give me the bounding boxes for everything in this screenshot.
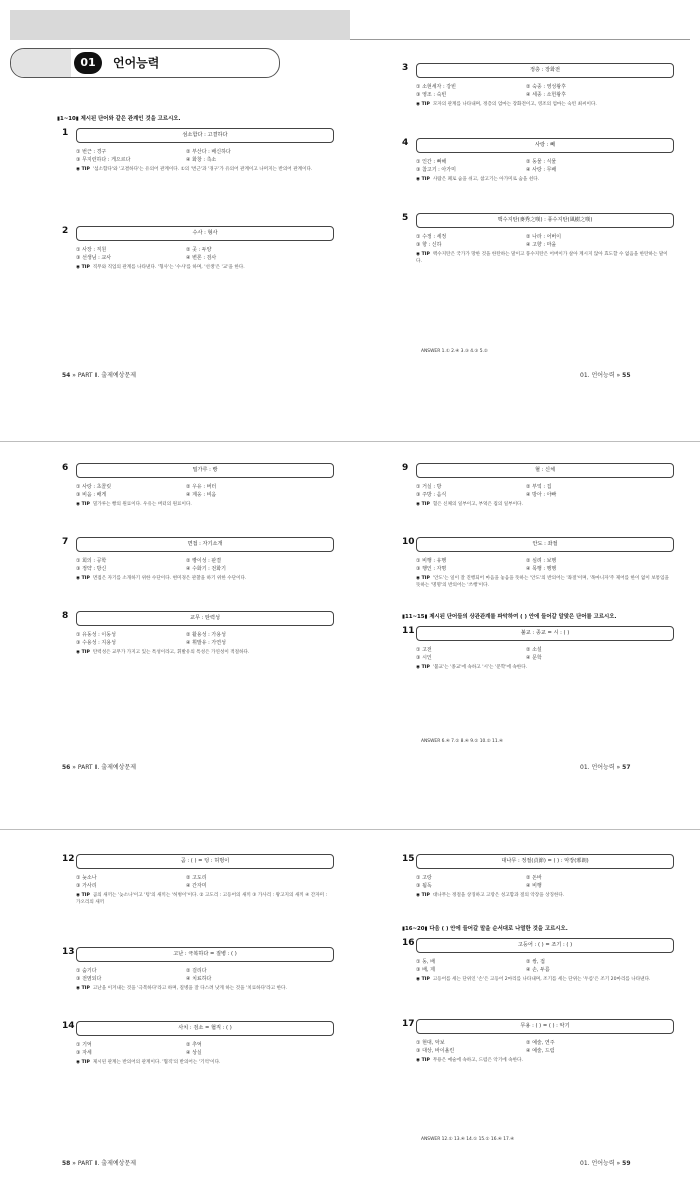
tip-text: 탄력성은 교무가 가지고 있는 특성이라고, 휘발유의 특성은 가연성이 적절하다.	[92, 650, 250, 655]
question-number: 6	[62, 463, 69, 473]
answer-option[interactable]: ② 부산다 : 배신하다	[186, 149, 231, 155]
tip-label: ◉ TIP	[76, 650, 90, 655]
answer-option[interactable]: ③ 시인	[416, 655, 432, 662]
section-title: 언어능력	[113, 56, 160, 70]
answer-option[interactable]: ④ 화창 : 측소	[186, 157, 217, 164]
answer-option[interactable]: ③ 정약 : 방신	[76, 566, 107, 573]
question-prompt-box: 맥수지탄(麥秀之嘆) : 풍수지탄(風樹之嘆)	[416, 213, 674, 228]
page-number: 59	[622, 1160, 631, 1167]
answer-option[interactable]: ① 번근 : 경구	[76, 149, 107, 155]
answer-option[interactable]: ② 부엌 : 집	[526, 484, 552, 490]
answer-option[interactable]: ③ 주방 : 음식	[416, 492, 447, 499]
answer-options	[76, 246, 332, 262]
question-prompt-box: 고등어 : ( ) = 조기 : ( )	[416, 938, 674, 953]
answer-option[interactable]: ① 소현세자 : 강빈	[416, 84, 456, 90]
tip-explanation	[416, 892, 672, 899]
question-prompt-box: 고난 : 극복하다 = 질병 : ( )	[76, 947, 334, 962]
answer-option[interactable]: ② 우유 : 버터	[186, 484, 217, 490]
question-prompt-box: 정층 : 장화전	[416, 63, 674, 78]
answer-key: ANSWER 6.④ 7.② 8.④ 9.② 10.② 11.④	[421, 739, 503, 744]
answer-option[interactable]: ③ 됨독	[416, 883, 432, 890]
answer-option[interactable]: ② 활용성 : 가용성	[186, 632, 226, 638]
answer-option[interactable]: ③ 행인 : 자명	[416, 566, 447, 573]
answer-option[interactable]: ② 숙종 : 영성왕후	[526, 84, 566, 90]
tip-text: 무용은 예술에 속하고, 드럼은 악기에 속한다.	[432, 1058, 523, 1063]
answer-key: ANSWER 12.① 13.④ 14.① 15.① 16.④ 17.④	[421, 1137, 515, 1142]
answer-options	[416, 1039, 672, 1055]
answer-options	[416, 958, 672, 974]
tip-label: ◉ TIP	[76, 265, 90, 270]
answer-option[interactable]: ③ 수용성 : 지용성	[76, 640, 116, 647]
answer-option[interactable]: ④ 수화기 : 전화기	[186, 566, 226, 573]
question-item	[62, 128, 332, 208]
question-prompt-box: 면접 : 자기소개	[76, 537, 334, 552]
question-number: 16	[402, 938, 415, 948]
tip-text: 고등어를 세는 단위인 '손'은 고등어 2마리를 나타내며, 조기를 세는 단위는 '두름'은 조기 20마리를 나타낸다.	[432, 977, 651, 982]
page-footer	[580, 370, 631, 379]
answer-options	[416, 233, 672, 249]
question-number: 7	[62, 537, 69, 547]
tip-text: '안도'는 일이 잘 진행되어 마음을 놓음을 뜻하는 '안도'의 반의어는 '좌절'이며, '목마니자'주 제어를 한이 없이 보통임을 뜻하는 '명명'의 반의어는 '쓰행'이다.	[416, 576, 669, 588]
page-number: 54	[62, 372, 71, 379]
answer-option[interactable]: ④ 방아 : 아빠	[526, 492, 557, 499]
question-number: 4	[402, 138, 409, 148]
header-gray-bar	[10, 10, 350, 40]
question-item	[402, 854, 672, 934]
question-prompt-box: 사랑 : 빼	[416, 138, 674, 153]
question-number: 17	[402, 1019, 415, 1029]
answer-option[interactable]: ④ 사랑 : 무배	[526, 167, 557, 174]
answer-option[interactable]: ④ 변론 : 검사	[186, 255, 217, 262]
question-item	[62, 226, 332, 306]
question-number: 8	[62, 611, 69, 621]
answer-option[interactable]: ② 걸리다	[186, 968, 207, 974]
tip-label: ◉ TIP	[76, 167, 90, 172]
question-number: 9	[402, 463, 409, 473]
question-prompt-box: 수사 : 형사	[76, 226, 334, 241]
page-footer	[62, 762, 136, 771]
page-number: 57	[622, 764, 631, 771]
question-number: 15	[402, 854, 415, 864]
answer-option[interactable]: ④ 목행 : 행행	[526, 566, 557, 573]
answer-option[interactable]: ① 고랑	[416, 875, 432, 881]
question-item	[402, 626, 672, 706]
question-prompt-box: 불교 : 종교 = 시 : ( )	[416, 626, 674, 641]
answer-option[interactable]: ② 고도리	[186, 875, 207, 881]
answer-key: ANSWER 1.① 2.④ 3.③ 4.③ 5.②	[421, 349, 488, 354]
tip-label: ◉ TIP	[416, 893, 430, 898]
answer-options	[76, 148, 332, 164]
answer-option[interactable]: ② 곳 : 두양	[186, 247, 212, 253]
question-prompt-box: 대나무 : 정절(貞節) = ( ) : 악장(邪朗)	[416, 854, 674, 869]
tip-label: ◉ TIP	[76, 893, 90, 898]
spread-separator	[0, 441, 700, 442]
tip-label: ◉ TIP	[416, 977, 430, 982]
tip-label: ◉ TIP	[416, 1058, 430, 1063]
question-item	[402, 1019, 672, 1099]
tip-explanation	[416, 1057, 672, 1064]
answer-option[interactable]: ④ 문학	[526, 655, 542, 662]
answer-option[interactable]: ② 돈바	[526, 875, 542, 881]
question-prompt-box: 밀가루 : 빵	[76, 463, 334, 478]
answer-options	[76, 631, 332, 647]
page-footer	[580, 1158, 631, 1167]
header-rule	[350, 39, 690, 40]
answer-options	[416, 557, 672, 573]
answer-option[interactable]: ① 기억	[76, 1042, 92, 1048]
answer-option[interactable]: ③ 비옴 : 배게	[76, 492, 107, 499]
tip-label: ◉ TIP	[416, 177, 430, 182]
answer-option[interactable]: ④ 상실	[186, 1050, 202, 1057]
question-prompt-box: 안도 : 좌절	[416, 537, 674, 552]
question-item	[402, 213, 672, 293]
page-footer	[62, 370, 136, 379]
page-number: 55	[622, 372, 631, 379]
answer-options	[416, 158, 672, 174]
answer-option[interactable]: ① 수정 : 세정	[416, 234, 447, 240]
answer-options	[76, 874, 332, 890]
answer-option[interactable]: ① 동, 배	[416, 959, 435, 965]
question-item	[62, 947, 332, 1027]
tip-explanation	[76, 501, 332, 508]
answer-option[interactable]: ① 거실 : 방	[416, 484, 442, 490]
spread-separator	[0, 829, 700, 830]
tip-text: 제시된 관계는 반의어의 관계이다. '협직'의 반의어는 '기억'이다.	[92, 1060, 221, 1065]
answer-option[interactable]: ① 사랑 : 초콜릿	[76, 484, 112, 490]
answer-option[interactable]: ④ 계옹 : 비옴	[186, 492, 217, 499]
question-number: 13	[62, 947, 75, 957]
section-tab-shade	[11, 49, 71, 77]
answer-options	[76, 1041, 332, 1057]
answer-options	[416, 874, 672, 890]
tip-text: 직무와 직업의 관계를 나타낸다. '형사'는 '수사'를 하며, '선생'은 '교'을 한다.	[92, 265, 245, 270]
answer-option[interactable]: ① 유동성 : 이동성	[76, 632, 116, 638]
tip-label: ◉ TIP	[76, 502, 90, 507]
answer-option[interactable]: ① 사장 : 직원	[76, 247, 107, 253]
footer-label: » PART Ⅱ. 출제예상문제	[72, 764, 137, 771]
answer-option[interactable]: ② 추억	[186, 1042, 202, 1048]
question-item	[62, 611, 332, 691]
answer-option[interactable]: ② 나라 : 어버이	[526, 234, 562, 240]
answer-option[interactable]: ① 비행 : 유행	[416, 558, 447, 564]
answer-option[interactable]: ④ 치료하다	[186, 976, 212, 983]
question-prompt-box: 섬소함다 : 고결하다	[76, 128, 334, 143]
question-prompt-box: 곰 : ( ) = 텅 : 허벙이	[76, 854, 334, 869]
tip-explanation	[416, 976, 672, 983]
tip-label: ◉ TIP	[76, 1060, 90, 1065]
page-footer	[62, 1158, 136, 1167]
question-number: 2	[62, 226, 69, 236]
answer-options	[416, 646, 672, 662]
question-number: 14	[62, 1021, 75, 1031]
tip-text: 면접은 자기를 소개하기 위한 수단이다. 현미경은 관찰을 하기 위한 수단이다.	[92, 576, 247, 581]
answer-option[interactable]: ③ 참고기 : 아가미	[416, 167, 456, 174]
tip-explanation	[76, 1059, 332, 1066]
tip-explanation	[76, 985, 332, 992]
answer-option[interactable]: ④ 손, 두름	[526, 967, 550, 974]
answer-option[interactable]: ③ 자세	[76, 1050, 92, 1057]
question-item	[62, 1021, 332, 1101]
answer-option[interactable]: ③ 선생님 : 교사	[76, 255, 112, 262]
answer-option[interactable]: ② 동물 : 식물	[526, 159, 557, 165]
page-number: 58	[62, 1160, 71, 1167]
tip-explanation	[416, 664, 672, 671]
answer-option[interactable]: ④ 고향 : 마을	[526, 242, 557, 249]
answer-option[interactable]: ① 인간 : 뼈해	[416, 159, 447, 165]
tip-explanation	[416, 575, 672, 589]
question-prompt-box: 사치 : 검소 = 협직 : ( )	[76, 1021, 334, 1036]
tip-text: '불교'는 '종교'에 속하고 '시'는 '문학'에 속한다.	[432, 665, 528, 670]
tip-explanation	[76, 649, 332, 656]
page-footer	[580, 762, 631, 771]
answer-option[interactable]: ③ 향 : 신하	[416, 242, 442, 249]
answer-option[interactable]: ④ 간자미	[186, 883, 207, 890]
instruction-text: ▮11~15▮ 제시된 단어들의 상관관계를 파악하여 ( ) 안에 들어갈 알맞은 단어를 고르시오.	[402, 614, 617, 620]
tip-explanation	[76, 166, 332, 173]
question-number: 3	[402, 63, 409, 73]
question-item	[402, 138, 672, 218]
tip-explanation	[416, 501, 672, 508]
footer-label: » PART Ⅱ. 출제예상문제	[72, 1160, 137, 1167]
answer-option[interactable]: ① 늦소나	[76, 875, 97, 881]
answer-option[interactable]: ③ 무지런하다 : 게으르다	[76, 157, 131, 164]
answer-option[interactable]: ② 심려 : 보행	[526, 558, 557, 564]
tip-label: ◉ TIP	[76, 576, 90, 581]
answer-options	[416, 83, 672, 99]
answer-option[interactable]: ③ 전염되다	[76, 976, 102, 983]
tip-text: 사람은 폐로 숨을 쉬고, 참고기는 아가미로 숨을 쉰다.	[432, 177, 540, 182]
question-number: 1	[62, 128, 69, 138]
tip-text: 밀가루는 빵의 원료이다. 우유는 버터의 원료이다.	[92, 502, 192, 507]
question-number: 5	[402, 213, 409, 223]
tip-explanation	[416, 176, 672, 183]
question-number: 10	[402, 537, 415, 547]
question-item	[402, 63, 672, 143]
answer-options	[416, 483, 672, 499]
question-item	[402, 938, 672, 1018]
question-number: 11	[402, 626, 415, 636]
footer-label: 01. 언어능력 »	[580, 372, 621, 379]
section-number: 01	[74, 52, 102, 74]
footer-label: » PART Ⅱ. 출제예상문제	[72, 372, 137, 379]
question-number: 12	[62, 854, 75, 864]
tip-label: ◉ TIP	[416, 502, 430, 507]
tip-label: ◉ TIP	[416, 252, 430, 257]
tip-text: 고난을 이겨내는 것을 '극복하다'라고 하며, 질병을 잘 다스려 낫게 하는 것을 '치료하다'라고 한다.	[92, 986, 287, 991]
answer-option[interactable]: ② 소설	[526, 647, 542, 653]
footer-label: 01. 언어능력 »	[580, 764, 621, 771]
answer-option[interactable]: ③ 가사리	[76, 883, 97, 890]
tip-label: ◉ TIP	[416, 102, 430, 107]
tip-text: 모자의 관계를 나타내며, 정층의 엄마는 장화전이고, 영조의 엄마는 숙빈 최씨이다.	[432, 102, 597, 107]
footer-label: 01. 언어능력 »	[580, 1160, 621, 1167]
answer-option[interactable]: ① 회의 : 공학	[76, 558, 107, 564]
tip-label: ◉ TIP	[76, 986, 90, 991]
tip-label: ◉ TIP	[416, 576, 430, 581]
answer-option[interactable]: ② 빵이성 : 판결	[186, 558, 222, 564]
answer-option[interactable]: ③ 대상, 바이올린	[416, 1048, 455, 1055]
answer-option[interactable]: ④ 예술, 드럼	[526, 1048, 555, 1055]
tip-explanation	[416, 251, 672, 265]
tip-text: 맥수지탄은 국가가 망한 것을 한탄하는 말이고 풍수지탄은 어버이가 살아 계시지 않아 효도할 수 없음을 한탄하는 말이다.	[416, 252, 668, 264]
tip-explanation	[76, 264, 332, 271]
tip-text: 곰의 새끼는 '늦소나'이고 '텅'의 새끼는 '허벙이'이다. ② 고도리 : 고등어의 새끼 ③ 가사리 : 왕고지의 새끼 ④ 간자미 : 가오리의 새끼	[76, 893, 328, 905]
answer-option[interactable]: ① 고전	[416, 647, 432, 653]
answer-option[interactable]: ④ 휘발유 : 가연성	[186, 640, 226, 647]
tip-text: 혈은 신체의 일부이고, 부엌은 집의 일부이다.	[432, 502, 523, 507]
question-item	[402, 537, 672, 617]
tip-explanation	[76, 892, 332, 906]
answer-option[interactable]: ④ 비행	[526, 883, 542, 890]
question-item	[62, 854, 332, 934]
answer-option[interactable]: ① 숨기다	[76, 968, 97, 974]
answer-option[interactable]: ② 예술, 연주	[526, 1040, 555, 1046]
question-item	[402, 463, 672, 543]
answer-option[interactable]: ② 쌍, 접	[526, 959, 545, 965]
answer-options	[76, 483, 332, 499]
tip-label: ◉ TIP	[416, 665, 430, 670]
answer-option[interactable]: ③ 배, 제	[416, 967, 435, 974]
instruction-text: ▮16~20▮ 다음 ( ) 안에 들어갈 말을 순서대로 나열한 것을 고르시오.	[402, 926, 568, 932]
question-prompt-box: 무용 : ( ) = ( ) : 악기	[416, 1019, 674, 1034]
question-prompt-box: 교무 : 탄력성	[76, 611, 334, 626]
question-prompt-box: 혈 : 신체	[416, 463, 674, 478]
tip-explanation	[76, 575, 332, 582]
answer-option[interactable]: ① 현대, 악보	[416, 1040, 445, 1046]
tip-explanation	[416, 101, 672, 108]
tip-text: 대나무는 정절을 상징하고 고랑은 성고함과 절의 악장을 상징한다.	[432, 893, 565, 898]
question-item	[62, 463, 332, 543]
page-number: 56	[62, 764, 71, 771]
question-item	[62, 537, 332, 617]
instruction-text: ▮1~10▮ 제시된 단어와 같은 관계인 것을 고르시오.	[57, 116, 181, 122]
answer-options	[76, 557, 332, 573]
answer-options	[76, 967, 332, 983]
tip-text: '섬소함다'와 '고결하다'는 유의어 관계이다. ①의 '번근'과 '경구'가 유의어 관계이고 나머지는 반의어 관계이다.	[92, 167, 313, 172]
answer-option[interactable]: ④ 세종 : 소헌왕후	[526, 92, 566, 99]
answer-option[interactable]: ③ 영조 : 숙빈	[416, 92, 447, 99]
